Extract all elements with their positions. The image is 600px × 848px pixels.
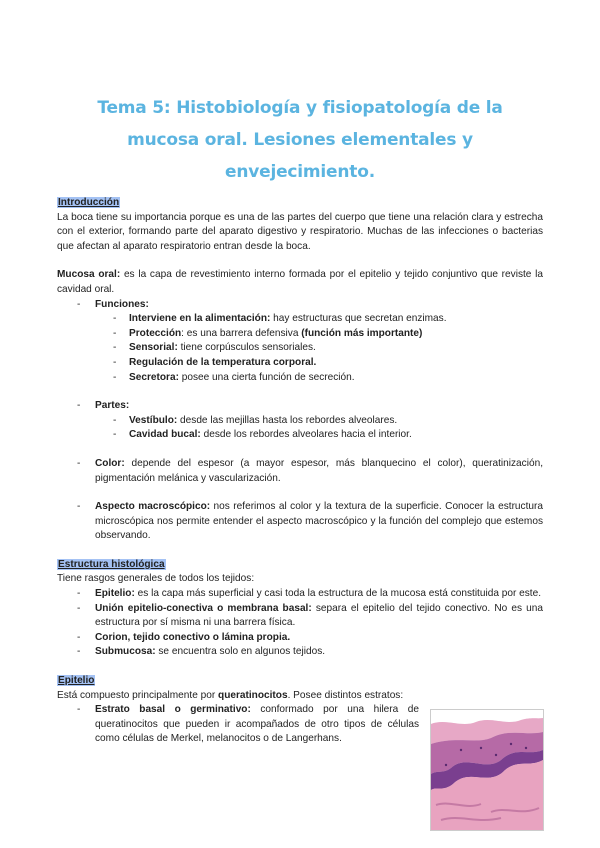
list-item: - Submucosa: se encuentra solo en algunos tejidos. (57, 645, 543, 660)
list-item-partes: - Partes: (57, 399, 543, 414)
list-item: - Protección: es una barrera defensiva (función más importante) (57, 327, 543, 342)
list-item: - Vestíbulo: desde las mejillas hasta los rebordes alveolares. (57, 414, 543, 429)
list-item: - Epitelio: es la capa más superficial y casi toda la estructura de la mucosa está constituida por este. (57, 587, 543, 602)
list-item: - Sensorial: tiene corpúsculos sensoriales. (57, 341, 543, 356)
histology-image (430, 709, 544, 831)
epitelio-intro: Está compuesto principalmente por queratinocitos. Posee distintos estratos: (57, 689, 404, 701)
list-item: - Corion, tejido conectivo o lámina propia. (57, 631, 543, 646)
mucosa-list (57, 298, 543, 544)
list-item: - Interviene en la alimentación: hay estructuras que secretan enzimas. (57, 312, 543, 327)
document-body (57, 196, 543, 747)
list-item: - Estrato basal o germinativo: conformado por una hilera de queratinocitos que pueden ir acompañados de otro tipos de células como células de Merkel, melanocitos o de Langerhans. (57, 703, 419, 747)
list-item-color: - Color: depende del espesor (a mayor espesor, más blanquecino el color), queratinización, pigmentación melánica y vascularización. (57, 457, 543, 486)
list-item: - Secretora: posee una cierta función de secreción. (57, 371, 543, 386)
section-heading-introduccion: Introducción (58, 197, 120, 208)
section-heading-estructura: Estructura histológica (58, 558, 165, 570)
list-item: - Regulación de la temperatura corporal. (57, 356, 543, 371)
estructura-intro: Tiene rasgos generales de todos los tejidos: (57, 573, 255, 585)
epithelium-micrograph (431, 710, 543, 830)
list-item-aspecto: - Aspecto macroscópico: nos referimos al color y la textura de la superficie. Conocer la estructura microscópica nos permite entender el aspecto macroscópico y la función del complejo que estemos observando. (57, 500, 543, 544)
mucosa-term: Mucosa oral: (57, 269, 121, 281)
section-heading-epitelio: Epitelio (58, 675, 95, 687)
estructura-list (57, 587, 543, 660)
list-item-funciones: - Funciones: (57, 298, 543, 313)
list-item: - Unión epitelio-conectiva o membrana basal: separa el epitelio del tejido conectivo. No es una estructura por sí misma ni una barrera física. (57, 602, 543, 631)
intro-paragraph: La boca tiene su importancia porque es una de las partes del cuerpo que tiene una relación clara y estrecha con el exterior, formando parte del aparato digestivo y respiratorio. Muchas de las infecciones o bacterias que afectan al aparato respiratorio entran desde la boca. (57, 211, 543, 252)
epitelio-list (57, 703, 419, 747)
list-item: - Cavidad bucal: desde los rebordes alveolares hacia el interior. (57, 428, 543, 443)
page-title: Tema 5: Histobiología y fisiopatología de la mucosa oral. Lesiones elementales y envejecimiento. (97, 98, 503, 182)
mucosa-definition: Mucosa oral: es la capa de revestimiento interno formada por el epitelio y tejido conjuntivo que reviste la cavidad oral. (57, 269, 544, 295)
